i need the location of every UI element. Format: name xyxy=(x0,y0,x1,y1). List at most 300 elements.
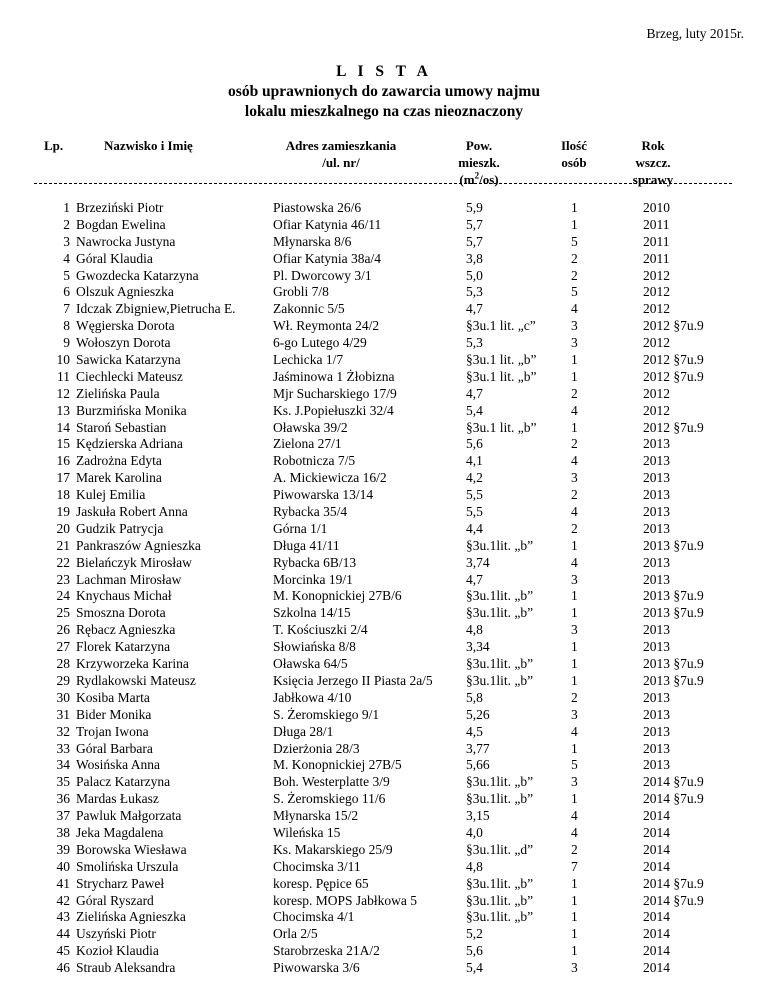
row-year: 2012 §7u.9 xyxy=(643,318,704,334)
row-name: Strycharz Paweł xyxy=(76,875,165,891)
table-row xyxy=(0,909,768,926)
row-name: Trojan Iwona xyxy=(76,723,149,739)
row-number: 41 xyxy=(56,875,70,891)
row-number: 24 xyxy=(56,588,70,604)
table-row xyxy=(0,504,768,521)
row-year: 2013 xyxy=(643,571,670,587)
table-row xyxy=(0,757,768,774)
row-address: 6-go Lutego 4/29 xyxy=(273,335,367,351)
row-number: 32 xyxy=(56,723,70,739)
row-year: 2011 xyxy=(643,233,670,249)
row-persons: 2 xyxy=(571,267,578,283)
row-persons: 3 xyxy=(571,335,578,351)
row-persons: 3 xyxy=(571,706,578,722)
row-name: Sawicka Katarzyna xyxy=(76,352,181,368)
row-address: Chocimska 4/1 xyxy=(273,909,355,925)
row-year: 2012 xyxy=(643,402,670,418)
column-header-persons-l2: osób xyxy=(561,155,587,170)
row-persons: 1 xyxy=(571,368,578,384)
row-address: Zakonnic 5/5 xyxy=(273,301,345,317)
row-address: A. Mickiewicza 16/2 xyxy=(273,470,387,486)
row-year: 2014 xyxy=(643,943,670,959)
row-persons: 1 xyxy=(571,419,578,435)
row-persons: 1 xyxy=(571,943,578,959)
area-unit-post: /os) xyxy=(479,172,499,187)
row-number: 14 xyxy=(56,419,70,435)
row-persons: 1 xyxy=(571,740,578,756)
row-persons: 4 xyxy=(571,402,578,418)
row-number: 6 xyxy=(63,284,70,300)
row-persons: 1 xyxy=(571,672,578,688)
row-persons: 3 xyxy=(571,622,578,638)
row-year: 2013 xyxy=(643,706,670,722)
row-number: 33 xyxy=(56,740,70,756)
row-number: 36 xyxy=(56,791,70,807)
row-area: §3u.1lit. „b” xyxy=(466,892,534,908)
row-name: Góral Barbara xyxy=(76,740,153,756)
row-address: M. Konopnickiej 27B/6 xyxy=(273,588,402,604)
row-number: 1 xyxy=(63,200,70,215)
row-number: 26 xyxy=(56,622,70,638)
row-area: 3,77 xyxy=(466,740,490,756)
row-year: 2013 xyxy=(643,639,670,655)
table-row xyxy=(0,876,768,893)
row-name: Pankraszów Agnieszka xyxy=(76,537,201,553)
table-row xyxy=(0,741,768,758)
row-number: 13 xyxy=(56,402,70,418)
row-area: 4,8 xyxy=(466,858,483,874)
row-address: Mjr Sucharskiego 17/9 xyxy=(273,385,397,401)
row-address: Dzierżonia 28/3 xyxy=(273,740,360,756)
table-row xyxy=(0,369,768,386)
row-area: 5,8 xyxy=(466,689,483,705)
table-row xyxy=(0,724,768,741)
table-row xyxy=(0,690,768,707)
row-name: Zadrożna Edyta xyxy=(76,453,162,469)
row-number: 15 xyxy=(56,436,70,452)
row-year: 2011 xyxy=(643,216,670,232)
column-header-lp: Lp. xyxy=(44,138,64,153)
row-address: S. Żeromskiego 11/6 xyxy=(273,791,386,807)
row-year: 2013 §7u.9 xyxy=(643,656,704,672)
table-row xyxy=(0,538,768,555)
row-year: 2012 xyxy=(643,301,670,317)
row-address: Ofiar Katynia 46/11 xyxy=(273,216,382,232)
column-header-address-l2: /ul. nr/ xyxy=(322,155,360,170)
row-year: 2010 xyxy=(643,200,670,215)
row-number: 35 xyxy=(56,774,70,790)
row-number: 29 xyxy=(56,672,70,688)
column-header-address-l1: Adres zamieszkania xyxy=(285,138,397,153)
row-area: §3u.1 lit. „b” xyxy=(466,352,537,368)
row-year: 2012 xyxy=(643,267,670,283)
table-row xyxy=(0,926,768,943)
row-area: 4,7 xyxy=(466,571,483,587)
row-area: §3u.1lit. „b” xyxy=(466,791,534,807)
row-address: T. Kościuszki 2/4 xyxy=(273,622,368,638)
table-row xyxy=(0,403,768,420)
row-area: 4,1 xyxy=(466,453,483,469)
row-name: Smoszna Dorota xyxy=(76,605,166,621)
row-persons: 4 xyxy=(571,301,578,317)
row-persons: 4 xyxy=(571,554,578,570)
row-area: §3u.1lit. „b” xyxy=(466,774,534,790)
column-header-area xyxy=(436,137,522,188)
document-title xyxy=(0,62,768,122)
row-number: 23 xyxy=(56,571,70,587)
table-row xyxy=(0,301,768,318)
row-persons: 1 xyxy=(571,588,578,604)
row-persons: 3 xyxy=(571,318,578,334)
row-name: Ciechlecki Mateusz xyxy=(76,368,183,384)
row-number: 17 xyxy=(56,470,70,486)
row-name: Straub Aleksandra xyxy=(76,960,176,976)
row-name: Staroń Sebastian xyxy=(76,419,167,435)
row-area: 5,3 xyxy=(466,335,483,351)
row-number: 19 xyxy=(56,504,70,520)
row-area: 4,5 xyxy=(466,723,483,739)
row-number: 31 xyxy=(56,706,70,722)
row-name: Palacz Katarzyna xyxy=(76,774,171,790)
row-name: Kulej Emilia xyxy=(76,487,146,503)
area-unit-pre: (m xyxy=(459,172,475,187)
row-name: Góral Klaudia xyxy=(76,250,153,266)
row-year: 2011 xyxy=(643,250,670,266)
row-area: 4,2 xyxy=(466,470,483,486)
row-name: Rydlakowski Mateusz xyxy=(76,672,196,688)
row-name: Bogdan Ewelina xyxy=(76,216,166,232)
table-row xyxy=(0,352,768,369)
row-number: 27 xyxy=(56,639,70,655)
row-address: Młynarska 15/2 xyxy=(273,808,359,824)
column-header-persons-l1: Ilość xyxy=(561,138,587,153)
row-area: 5,4 xyxy=(466,960,483,976)
row-number: 20 xyxy=(56,520,70,536)
place-date: Brzeg, luty 2015r. xyxy=(646,26,744,41)
row-name: Gwozdecka Katarzyna xyxy=(76,267,199,283)
row-address: Ofiar Katynia 38a/4 xyxy=(273,250,381,266)
row-area: 5,9 xyxy=(466,200,483,215)
table-row xyxy=(0,436,768,453)
row-address: Młynarska 8/6 xyxy=(273,233,352,249)
column-header-year-l3: sprawy xyxy=(632,172,674,187)
row-area: §3u.1lit. „b” xyxy=(466,605,534,621)
row-area: 5,5 xyxy=(466,504,483,520)
row-area: 5,0 xyxy=(466,267,483,283)
row-year: 2014 §7u.9 xyxy=(643,892,704,908)
row-name: Idczak Zbigniew,Pietrucha E. xyxy=(76,301,236,317)
row-address: Oławska 39/2 xyxy=(273,419,348,435)
row-number: 30 xyxy=(56,689,70,705)
table-row xyxy=(0,335,768,352)
row-persons: 5 xyxy=(571,284,578,300)
row-address: Starobrzeska 21A/2 xyxy=(273,943,380,959)
row-area: 4,0 xyxy=(466,824,483,840)
row-persons: 2 xyxy=(571,436,578,452)
row-name: Góral Ryszard xyxy=(76,892,154,908)
table-row xyxy=(0,859,768,876)
table-row xyxy=(0,318,768,335)
row-year: 2013 xyxy=(643,436,670,452)
row-year: 2012 xyxy=(643,284,670,300)
row-name: Borowska Wiesława xyxy=(76,841,187,857)
row-year: 2013 xyxy=(643,689,670,705)
table-row xyxy=(0,656,768,673)
row-number: 10 xyxy=(56,352,70,368)
row-persons: 5 xyxy=(571,757,578,773)
row-persons: 2 xyxy=(571,487,578,503)
row-area: 4,4 xyxy=(466,520,483,536)
column-header-year-l1: Rok xyxy=(641,138,665,153)
row-area: §3u.1lit. „b” xyxy=(466,656,534,672)
row-name: Uszyński Piotr xyxy=(76,926,156,942)
column-header-area-l3 xyxy=(436,171,522,188)
row-persons: 1 xyxy=(571,892,578,908)
row-name: Gudzik Patrycja xyxy=(76,520,164,536)
row-year: 2013 xyxy=(643,487,670,503)
column-header-name: Nazwisko i Imię xyxy=(104,138,193,153)
table-row xyxy=(0,622,768,639)
row-number: 39 xyxy=(56,841,70,857)
header-divider xyxy=(34,183,732,184)
row-year: 2013 §7u.9 xyxy=(643,672,704,688)
row-persons: 1 xyxy=(571,639,578,655)
table-row xyxy=(0,943,768,960)
row-year: 2013 xyxy=(643,622,670,638)
row-address: Piwowarska 13/14 xyxy=(273,487,374,503)
row-area: §3u.1lit. „b” xyxy=(466,588,534,604)
row-number: 3 xyxy=(63,233,70,249)
table-row xyxy=(0,521,768,538)
row-persons: 1 xyxy=(571,352,578,368)
row-name: Kędzierska Adriana xyxy=(76,436,183,452)
row-address: Długa 41/11 xyxy=(273,537,340,553)
title-line-3: lokalu mieszkalnego na czas nieoznaczony xyxy=(244,103,524,120)
row-address: Piastowska 26/6 xyxy=(273,200,362,215)
row-persons: 1 xyxy=(571,791,578,807)
row-area: §3u.1lit. „d” xyxy=(466,841,534,857)
row-name: Smolińska Urszula xyxy=(76,858,179,874)
row-area: 4,7 xyxy=(466,301,483,317)
row-persons: 7 xyxy=(571,858,578,874)
row-year: 2013 §7u.9 xyxy=(643,588,704,604)
row-number: 2 xyxy=(63,216,70,232)
row-number: 21 xyxy=(56,537,70,553)
row-name: Bider Monika xyxy=(76,706,152,722)
row-name: Marek Karolina xyxy=(76,470,162,486)
row-year: 2014 xyxy=(643,824,670,840)
row-number: 40 xyxy=(56,858,70,874)
row-area: 5,66 xyxy=(466,757,490,773)
table-row xyxy=(0,487,768,504)
row-address: Rybacka 6B/13 xyxy=(273,554,357,570)
row-area: 3,34 xyxy=(466,639,490,655)
row-number: 37 xyxy=(56,808,70,824)
row-persons: 3 xyxy=(571,774,578,790)
table-row xyxy=(0,200,768,217)
row-area: 5,3 xyxy=(466,284,483,300)
row-number: 12 xyxy=(56,385,70,401)
table-row xyxy=(0,555,768,572)
row-address: Szkolna 14/15 xyxy=(273,605,351,621)
table-row xyxy=(0,470,768,487)
row-area: 3,15 xyxy=(466,808,490,824)
row-name: Kosiba Marta xyxy=(76,689,150,705)
column-header-area-l1: Pow. xyxy=(465,138,493,153)
table-row xyxy=(0,605,768,622)
row-persons: 3 xyxy=(571,960,578,976)
row-address: Wł. Reymonta 24/2 xyxy=(273,318,380,334)
row-persons: 1 xyxy=(571,537,578,553)
row-year: 2014 xyxy=(643,808,670,824)
row-address: Jabłkowa 4/10 xyxy=(273,689,352,705)
row-year: 2014 xyxy=(643,841,670,857)
row-year: 2013 xyxy=(643,470,670,486)
table-row xyxy=(0,893,768,910)
row-address: Pl. Dworcowy 3/1 xyxy=(273,267,372,283)
row-persons: 2 xyxy=(571,385,578,401)
row-year: 2013 xyxy=(643,723,670,739)
column-header-persons xyxy=(552,137,596,171)
table-row xyxy=(0,268,768,285)
table-row xyxy=(0,420,768,437)
row-address: Piwowarska 3/6 xyxy=(273,960,360,976)
table-row xyxy=(0,707,768,724)
row-area: 5,6 xyxy=(466,436,483,452)
row-address: Wileńska 15 xyxy=(273,824,341,840)
row-year: 2014 xyxy=(643,926,670,942)
row-address: koresp. Pępice 65 xyxy=(273,875,369,891)
row-year: 2013 xyxy=(643,504,670,520)
row-name: Jeka Magdalena xyxy=(76,824,164,840)
row-persons: 5 xyxy=(571,233,578,249)
row-number: 34 xyxy=(56,757,70,773)
row-area: 3,74 xyxy=(466,554,490,570)
row-year: 2013 §7u.9 xyxy=(643,605,704,621)
row-number: 18 xyxy=(56,487,70,503)
column-header-address xyxy=(270,137,412,171)
row-name: Knychaus Michał xyxy=(76,588,172,604)
row-name: Jaskuła Robert Anna xyxy=(76,504,188,520)
row-number: 11 xyxy=(57,368,70,384)
table-row xyxy=(0,588,768,605)
row-year: 2013 xyxy=(643,757,670,773)
table-row xyxy=(0,284,768,301)
row-year: 2012 xyxy=(643,335,670,351)
table-row xyxy=(0,791,768,808)
row-name: Węgierska Dorota xyxy=(76,318,175,334)
row-address: Ks. Makarskiego 25/9 xyxy=(273,841,393,857)
row-name: Krzyworzeka Karina xyxy=(76,656,189,672)
row-address: Długa 28/1 xyxy=(273,723,334,739)
row-year: 2013 xyxy=(643,520,670,536)
row-persons: 3 xyxy=(571,571,578,587)
row-persons: 1 xyxy=(571,605,578,621)
row-name: Bielańczyk Mirosław xyxy=(76,554,192,570)
row-address: Zielona 27/1 xyxy=(273,436,342,452)
row-persons: 2 xyxy=(571,689,578,705)
row-number: 5 xyxy=(63,267,70,283)
row-persons: 2 xyxy=(571,520,578,536)
row-name: Nawrocka Justyna xyxy=(76,233,176,249)
row-number: 4 xyxy=(63,250,70,266)
row-number: 28 xyxy=(56,656,70,672)
table-row xyxy=(0,673,768,690)
column-header-year xyxy=(620,137,686,188)
row-area: §3u.1lit. „b” xyxy=(466,909,534,925)
row-persons: 4 xyxy=(571,824,578,840)
table-body xyxy=(0,200,768,977)
row-year: 2013 xyxy=(643,453,670,469)
table-row xyxy=(0,386,768,403)
row-year: 2012 §7u.9 xyxy=(643,419,704,435)
table-row xyxy=(0,639,768,656)
row-address: Grobli 7/8 xyxy=(273,284,329,300)
row-address: Robotnicza 7/5 xyxy=(273,453,356,469)
row-persons: 1 xyxy=(571,875,578,891)
row-name: Zielińska Paula xyxy=(76,385,160,401)
row-area: 4,8 xyxy=(466,622,483,638)
row-persons: 3 xyxy=(571,470,578,486)
table-row xyxy=(0,842,768,859)
row-number: 22 xyxy=(56,554,70,570)
row-area: §3u.1lit. „b” xyxy=(466,875,534,891)
row-address: Lechicka 1/7 xyxy=(273,352,344,368)
row-area: 5,4 xyxy=(466,402,483,418)
row-year: 2014 §7u.9 xyxy=(643,875,704,891)
row-year: 2012 §7u.9 xyxy=(643,368,704,384)
table-row xyxy=(0,217,768,234)
row-year: 2014 §7u.9 xyxy=(643,774,704,790)
row-number: 16 xyxy=(56,453,70,469)
row-address: M. Konopnickiej 27B/5 xyxy=(273,757,402,773)
row-persons: 1 xyxy=(571,926,578,942)
row-area: §3u.1 lit. „c” xyxy=(466,318,536,334)
row-address: Słowiańska 8/8 xyxy=(273,639,356,655)
table-row xyxy=(0,808,768,825)
row-address: Chocimska 3/11 xyxy=(273,858,361,874)
row-address: S. Żeromskiego 9/1 xyxy=(273,706,380,722)
table-row xyxy=(0,774,768,791)
row-persons: 4 xyxy=(571,504,578,520)
row-number: 46 xyxy=(56,960,70,976)
row-address: koresp. MOPS Jabłkowa 5 xyxy=(273,892,417,908)
row-persons: 2 xyxy=(571,250,578,266)
row-area: §3u.1lit. „b” xyxy=(466,672,534,688)
row-number: 45 xyxy=(56,943,70,959)
row-name: Burzmińska Monika xyxy=(76,402,187,418)
row-area: §3u.1lit. „b” xyxy=(466,537,534,553)
row-area: 5,7 xyxy=(466,216,483,232)
row-persons: 4 xyxy=(571,808,578,824)
row-year: 2012 xyxy=(643,385,670,401)
row-name: Wołoszyn Dorota xyxy=(76,335,171,351)
row-area: 5,6 xyxy=(466,943,483,959)
row-area: 5,2 xyxy=(466,926,483,942)
row-address: Ks. J.Popiełuszki 32/4 xyxy=(273,402,394,418)
row-number: 44 xyxy=(56,926,70,942)
row-year: 2014 xyxy=(643,960,670,976)
row-area: 5,5 xyxy=(466,487,483,503)
title-lista: L I S T A xyxy=(336,63,432,80)
table-row xyxy=(0,234,768,251)
row-year: 2014 xyxy=(643,909,670,925)
row-area: 5,26 xyxy=(466,706,490,722)
row-year: 2014 xyxy=(643,858,670,874)
row-address: Księcia Jerzego II Piasta 2a/5 xyxy=(273,672,433,688)
row-number: 38 xyxy=(56,824,70,840)
row-name: Lachman Mirosław xyxy=(76,571,182,587)
